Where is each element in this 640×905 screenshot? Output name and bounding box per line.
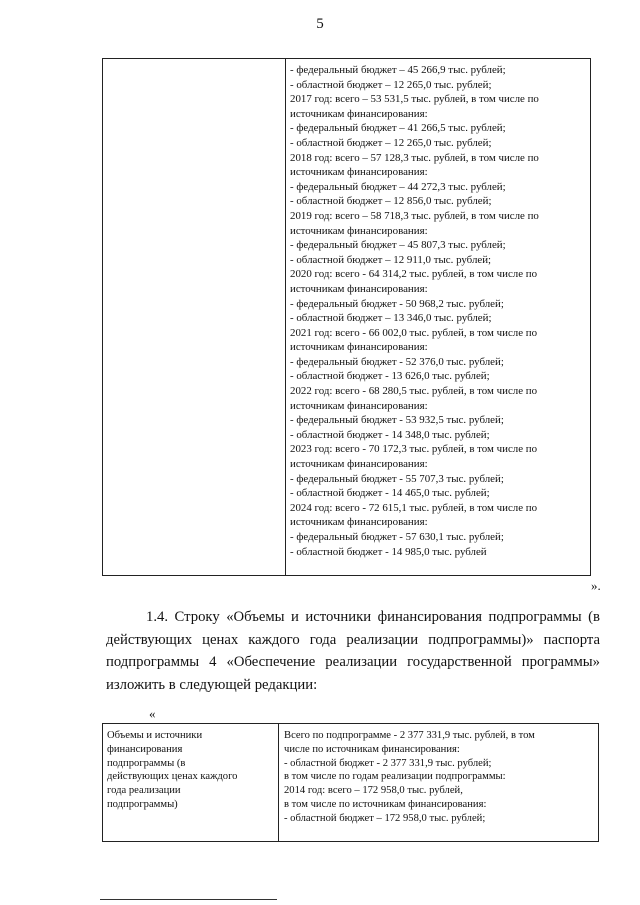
table2-left-line: финансирования	[107, 743, 183, 755]
table1-line: - областной бюджет – 12 265,0 тыс. рублей;	[290, 136, 492, 149]
closing-quote-mark: ».	[591, 578, 601, 593]
paragraph-line: действующих ценах каждого года реализации подпрограммы)» паспорта	[106, 631, 600, 648]
table2-right-line: - областной бюджет – 172 958,0 тыс. рублей;	[284, 812, 486, 824]
table1-line: - федеральный бюджет - 55 707,3 тыс. рублей;	[290, 472, 504, 485]
table2-right-line: в том числе по источникам финансирования:	[284, 798, 487, 810]
table1-line: - федеральный бюджет – 44 272,3 тыс. рублей;	[290, 180, 506, 193]
table1-line: - областной бюджет - 14 985,0 тыс. рублей	[290, 545, 487, 558]
table1-line: - областной бюджет - 14 348,0 тыс. рублей;	[290, 428, 490, 441]
paragraph-line: подпрограммы 4 «Обеспечение реализации государственной программы»	[106, 654, 600, 670]
table1-line: 2024 год: всего - 72 615,1 тыс. рублей, в том числе по	[290, 501, 538, 514]
page-number: 5	[316, 16, 324, 32]
table1-line: - федеральный бюджет - 53 932,5 тыс. рублей;	[290, 414, 504, 427]
table1-line: источникам финансирования:	[290, 282, 428, 295]
table2-left-line: действующих ценах каждого	[107, 771, 238, 783]
table2-left-cell	[103, 724, 279, 841]
table1-line: - областной бюджет – 12 856,0 тыс. рублей;	[290, 195, 492, 208]
table1-right-cell	[286, 59, 590, 575]
table1-line: 2022 год: всего - 68 280,5 тыс. рублей, в том числе по	[290, 385, 538, 398]
table1-left-cell	[103, 59, 286, 575]
table1-line: - федеральный бюджет – 45 266,9 тыс. рублей;	[290, 64, 506, 76]
table1-line: источникам финансирования:	[290, 516, 428, 529]
footnote-rule	[100, 899, 277, 900]
opening-quote-mark: «	[149, 706, 156, 721]
table1-line: - областной бюджет – 12 265,0 тыс. рублей;	[290, 78, 492, 91]
table1-line: источникам финансирования:	[290, 341, 428, 354]
table1-line: 2021 год: всего - 66 002,0 тыс. рублей, в том числе по	[290, 326, 538, 339]
table1-line: - федеральный бюджет – 45 807,3 тыс. рублей;	[290, 239, 506, 252]
table2-left-line: года реализации	[107, 785, 181, 797]
table1-line: - федеральный бюджет – 41 266,5 тыс. рублей;	[290, 122, 506, 135]
financing-table-continued	[102, 58, 591, 576]
table2-right-line: 2014 год: всего – 172 958,0 тыс. рублей,	[284, 785, 463, 797]
table2-left-line: подпрограммы)	[107, 798, 178, 810]
table1-line: 2023 год: всего - 70 172,3 тыс. рублей, в том числе по	[290, 443, 538, 456]
table2-left-line: Объемы и источники	[107, 730, 203, 741]
table1-line: 2019 год: всего – 58 718,3 тыс. рублей, в том числе по	[290, 209, 539, 222]
table2-right-cell	[279, 724, 598, 841]
table1-line: 2020 год: всего - 64 314,2 тыс. рублей, в том числе по	[290, 268, 538, 281]
table1-line: - федеральный бюджет - 57 630,1 тыс. рублей;	[290, 531, 504, 543]
table2-right-line: числе по источникам финансирования:	[284, 743, 460, 755]
table1-line: - федеральный бюджет - 50 968,2 тыс. рублей;	[290, 297, 504, 310]
table1-line: - федеральный бюджет - 52 376,0 тыс. рублей;	[290, 355, 504, 368]
table1-line: - областной бюджет - 14 465,0 тыс. рублей;	[290, 487, 490, 500]
table2-right-line: в том числе по годам реализации подпрограммы:	[284, 771, 506, 783]
table1-line: источникам финансирования:	[290, 107, 428, 120]
table1-line: источникам финансирования:	[290, 458, 428, 471]
paragraph-line: изложить в следующей редакции:	[106, 676, 318, 693]
table1-line: источникам финансирования:	[290, 399, 428, 412]
table1-line: - областной бюджет – 13 346,0 тыс. рублей;	[290, 312, 492, 325]
table1-line: 2017 год: всего – 53 531,5 тыс. рублей, в том числе по	[290, 93, 539, 106]
table1-line: источникам финансирования:	[290, 166, 428, 179]
table1-line: - областной бюджет – 12 911,0 тыс. рублей;	[290, 253, 492, 266]
table1-line: источникам финансирования:	[290, 224, 428, 237]
table2-left-line: подпрограммы (в	[107, 757, 186, 769]
table1-line: 2018 год: всего – 57 128,3 тыс. рублей, в том числе по	[290, 151, 539, 164]
amendment-paragraph	[106, 606, 600, 696]
paragraph-line: 1.4. Строку «Объемы и источники финансирования подпрограммы (в	[146, 609, 600, 625]
financing-table-new	[102, 723, 599, 842]
table2-right-line: Всего по подпрограмме - 2 377 331,9 тыс. рублей, в том	[284, 730, 535, 741]
table1-line: - областной бюджет - 13 626,0 тыс. рублей;	[290, 370, 490, 383]
table2-right-line: - областной бюджет - 2 377 331,9 тыс. рублей;	[284, 757, 492, 769]
